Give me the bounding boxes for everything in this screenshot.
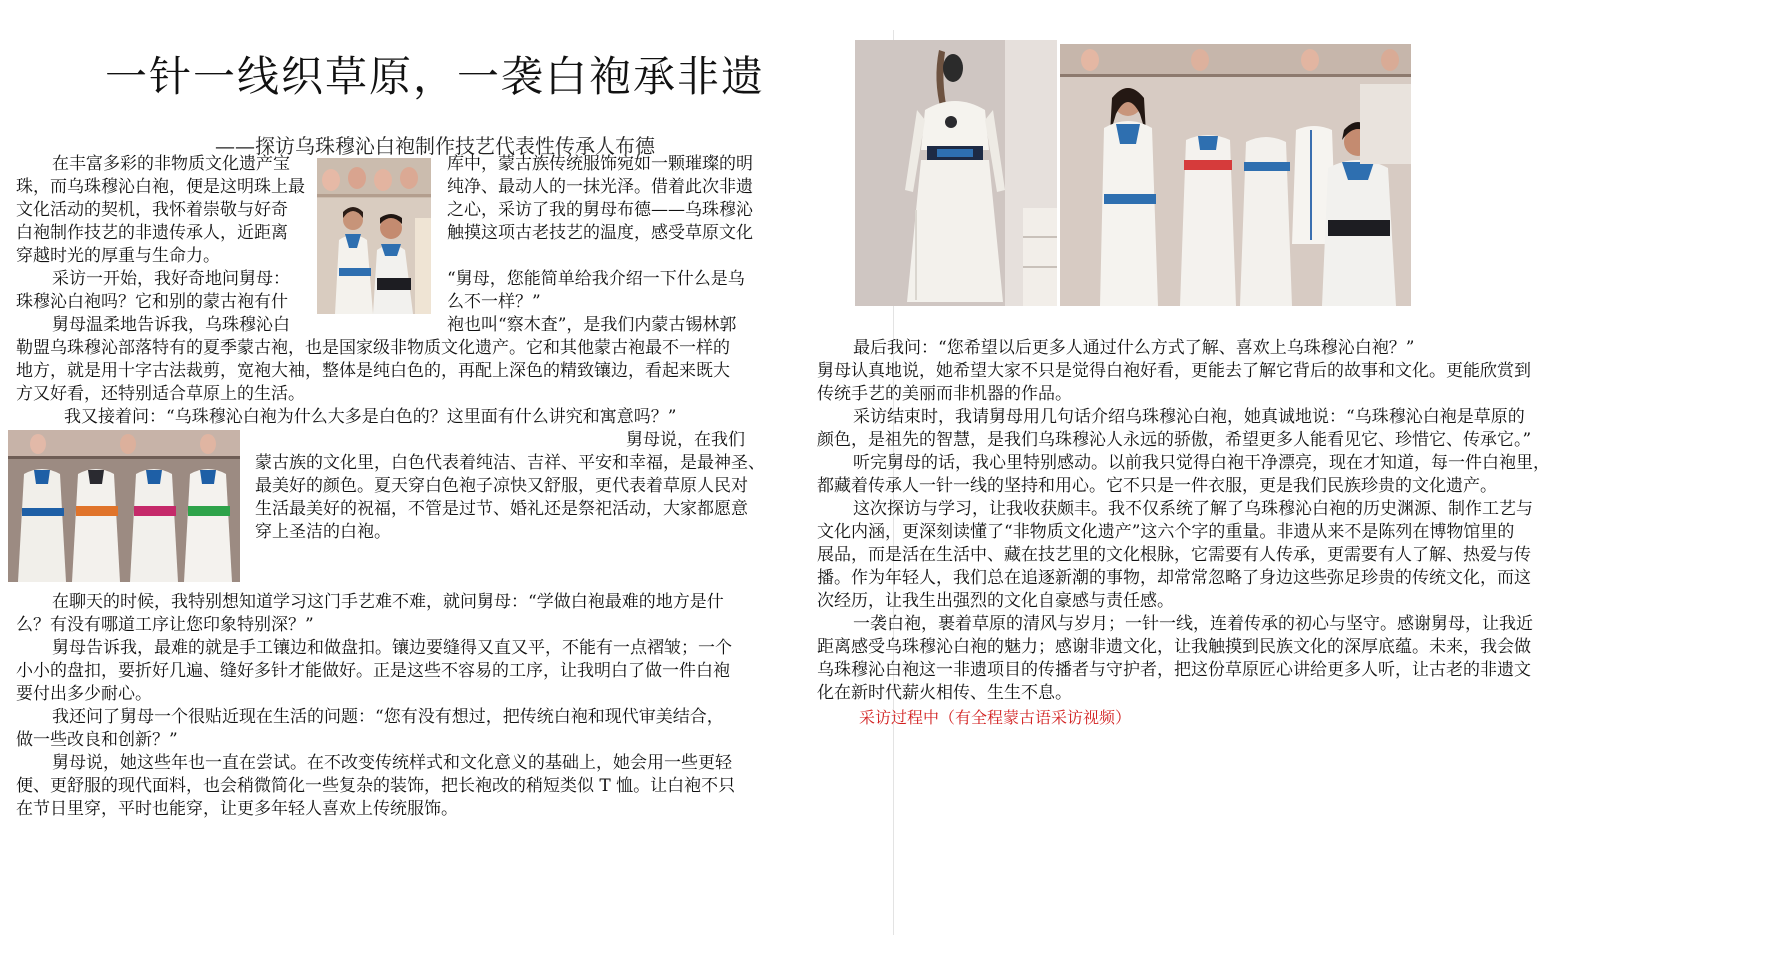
- text-line: 化在新时代薪火相传、生生不息。: [817, 683, 1072, 703]
- text-line: 库中，蒙古族传统服饰宛如一颗璀璨的明: [447, 154, 753, 174]
- text-line: 都藏着传承人一针一线的坚持和用心。它不只是一件衣服，更是我们民族珍贵的文化遗产。: [817, 476, 1497, 496]
- text-line: 穿上圣洁的白袍。: [255, 522, 391, 542]
- text-line: 么？有没有哪道工序让您印象特别深？”: [16, 615, 314, 635]
- text-line: 便、更舒服的现代面料，也会稍微简化一些复杂的装饰，把长袍改的稍短类似 T 恤。让白袍不只: [16, 776, 736, 796]
- text-line: 穿越时光的厚重与生命力。: [16, 246, 220, 266]
- photo-two-women: [317, 158, 431, 314]
- text-line: 在丰富多彩的非物质文化遗产宝: [52, 154, 290, 174]
- text-line: 么不一样？”: [447, 292, 541, 312]
- text-line: 距离感受乌珠穆沁白袍的魅力；感谢非遗文化，让我触摸到民族文化的深厚底蕴。未来，我会做: [817, 637, 1531, 657]
- text-line: 生活最美好的祝福，不管是过节、婚礼还是祭祀活动，大家都愿意: [255, 499, 748, 519]
- text-line: 珠，而乌珠穆沁白袍，便是这明珠上最: [16, 177, 305, 197]
- text-line: 乌珠穆沁白袍这一非遗项目的传播者与守护者，把这份草原匠心讲给更多人听，让古老的非遗文: [817, 660, 1531, 680]
- text-line: 地方，就是用十字古法裁剪，宽袍大袖，整体是纯白色的，再配上深色的精致镶边，看起来既大: [16, 361, 730, 381]
- article-subtitle: ——探访乌珠穆沁白袍制作技艺代表性传承人布德: [215, 134, 655, 158]
- text-line: 之心，采访了我的舅母布德——乌珠穆沁: [447, 200, 753, 220]
- text-line: 在聊天的时候，我特别想知道学习这门手艺难不难，就问舅母：“学做白袍最难的地方是什: [52, 592, 724, 612]
- text-line: 要付出多少耐心。: [16, 684, 152, 704]
- text-line: 袍也叫“察木査”，是我们内蒙古锡林郭: [447, 315, 737, 335]
- text-line: 最后我问：“您希望以后更多人通过什么方式了解、喜欢上乌珠穆沁白袍？”: [853, 338, 1415, 358]
- text-line: 采访一开始，我好奇地问舅母：: [52, 269, 290, 289]
- text-line: 次经历，让我生出强烈的文化自豪感与责任感。: [817, 591, 1174, 611]
- text-line: 展品，而是活在生活中、藏在技艺里的文化根脉，它需要有人传承，更需要有人了解、热爱与传: [817, 545, 1531, 565]
- text-line: 舅母说，她这些年也一直在尝试。在不改变传统样式和文化意义的基础上，她会用一些更轻: [52, 753, 732, 773]
- text-line: 在节日里穿，平时也能穿，让更多年轻人喜欢上传统服饰。: [16, 799, 458, 819]
- text-line: 珠穆沁白袍吗？它和别的蒙古袍有什: [16, 292, 288, 312]
- text-line: 听完舅母的话，我心里特别感动。以前我只觉得白袍干净漂亮，现在才知道，每一件白袍里，: [853, 453, 1550, 473]
- text-line: 传统手艺的美丽而非机器的作品。: [817, 384, 1072, 404]
- text-line: 采访结束时，我请舅母用几句话介绍乌珠穆沁白袍，她真诚地说：“乌珠穆沁白袍是草原的: [853, 407, 1525, 427]
- text-line: 我又接着问：“乌珠穆沁白袍为什么大多是白色的？这里面有什么讲究和寓意吗？”: [64, 407, 677, 427]
- right-page: [817, 0, 1767, 965]
- text-line: 一袭白袍，裹着草原的清风与岁月；一针一线，连着传承的初心与坚守。感谢舅母，让我近: [853, 614, 1533, 634]
- text-line: 舅母说，在我们: [626, 430, 745, 450]
- text-line: 我还问了舅母一个很贴近现在生活的问题：“您有没有想过，把传统白袍和现代审美结合，: [52, 707, 724, 727]
- text-line: 最美好的颜色。夏天穿白色袍子凉快又舒服，更代表着草原人民对: [255, 476, 748, 496]
- article-title: 一针一线织草原，一袭白袍承非遗: [104, 52, 765, 101]
- text-line: “舅母，您能简单给我介绍一下什么是乌: [447, 269, 745, 289]
- video-caption: 采访过程中（有全程蒙古语采访视频）: [859, 708, 1132, 727]
- text-line: 文化活动的契机，我怀着崇敬与好奇: [16, 200, 288, 220]
- text-line: 文化内涵，更深刻读懂了“非物质文化遗产”这六个字的重量。非遗从来不是陈列在博物馆里的: [817, 522, 1515, 542]
- text-line: 勒盟乌珠穆沁部落特有的夏季蒙古袍，也是国家级非物质文化遗产。它和其他蒙古袍最不一样的: [16, 338, 730, 358]
- text-line: 触摸这项古老技艺的温度，感受草原文化: [447, 223, 753, 243]
- text-line: 播。作为年轻人，我们总在追逐新潮的事物，却常常忽略了身边这些弥足珍贵的传统文化，而这: [817, 568, 1531, 588]
- text-line: 舅母告诉我，最难的就是手工镶边和做盘扣。镶边要缝得又直又平，不能有一点褶皱；一个: [52, 638, 732, 658]
- text-line: 小小的盘扣，要折好几遍、缝好多针才能做好。正是这些不容易的工序，让我明白了做一件白袍: [16, 661, 730, 681]
- text-line: 做一些改良和创新？”: [16, 730, 178, 750]
- text-line: 颜色，是祖先的智慧，是我们乌珠穆沁人永远的骄傲，希望更多人能看见它、珍惜它、传承它。”: [817, 430, 1532, 450]
- text-line: 纯净、最动人的一抹光泽。借着此次非遗: [447, 177, 753, 197]
- photo-mannequin-robe: [855, 40, 1057, 306]
- text-line: 这次探访与学习，让我收获颇丰。我不仅系统了解了乌珠穆沁白袍的历史渊源、制作工艺与: [853, 499, 1533, 519]
- photo-robes-display: [8, 430, 240, 582]
- text-line: 方又好看，还特别适合草原上的生活。: [16, 384, 305, 404]
- text-line: 舅母温柔地告诉我，乌珠穆沁白: [52, 315, 290, 335]
- photo-interview-robes: [1060, 44, 1411, 306]
- text-line: 舅母认真地说，她希望大家不只是觉得白袍好看，更能去了解它背后的故事和文化。更能欣赏到: [817, 361, 1531, 381]
- text-line: 白袍制作技艺的非遗传承人，近距离: [16, 223, 288, 243]
- text-line: 蒙古族的文化里，白色代表着纯洁、吉祥、平安和幸福，是最神圣、: [255, 453, 765, 473]
